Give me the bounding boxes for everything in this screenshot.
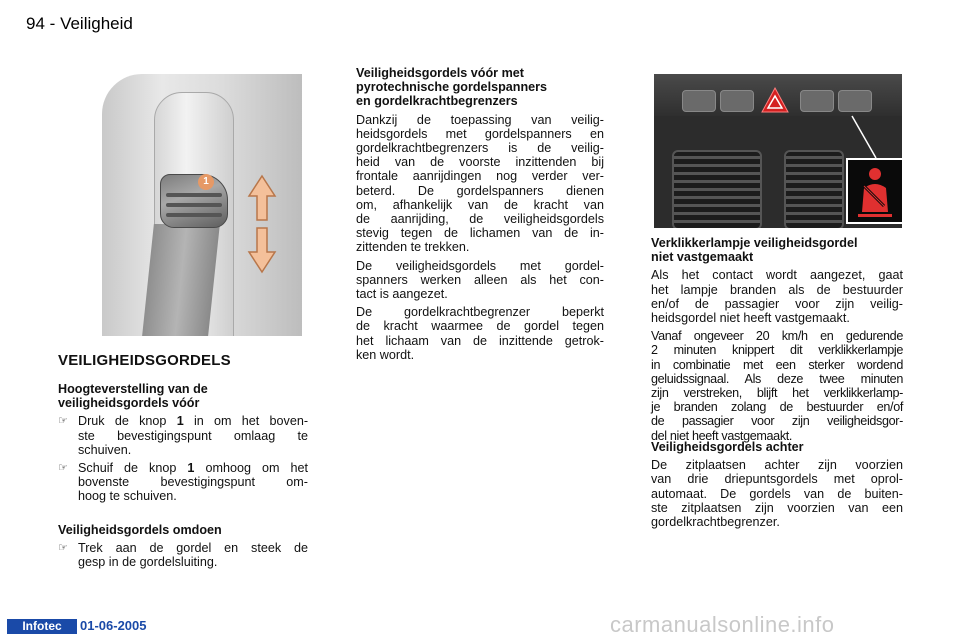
- warning-lamp-section: [651, 236, 903, 443]
- text-line: heidsgordels met gordelspanners en: [356, 126, 604, 141]
- text-line: spanners werken alleen als het con-: [356, 272, 604, 287]
- text: in om het boven-: [193, 414, 309, 429]
- bullet-line: ste bevestigingspunt omlaag te: [78, 428, 308, 443]
- text-line: De veiligheidsgordels met gordel-: [356, 258, 604, 273]
- bullet-line: bovenste bevestigingspunt om-: [78, 475, 308, 490]
- button-ref: 1: [187, 461, 195, 476]
- rear-belts-heading: Veiligheidsgordels achter: [651, 440, 804, 454]
- knob-number-badge: 1: [198, 174, 214, 190]
- text-line: ste zitplaatsen zijn voorzien van een: [651, 500, 903, 515]
- heading-line: Hoogteverstelling van de: [58, 382, 208, 396]
- hand-pointer-icon: ☞: [58, 542, 68, 555]
- seatbelt-adjuster-illustration: [62, 74, 302, 336]
- text-line: frontale aanrijdingen nog verder ver-: [356, 169, 604, 184]
- pretensioner-heading: [356, 66, 604, 109]
- paragraph: [356, 113, 604, 255]
- text-line: en/of de passagier voor zijn veilig-: [651, 296, 903, 311]
- knob-ridge: [166, 213, 222, 217]
- air-vent: [784, 150, 844, 228]
- seatbelt-warning-icon: [848, 160, 902, 222]
- fasten-section: [58, 523, 308, 570]
- paragraph: [651, 458, 903, 529]
- heading-line: en gordelkrachtbegrenzers: [356, 94, 518, 109]
- infotec-logo: Infotec: [7, 619, 77, 634]
- text-line: ken wordt.: [356, 347, 415, 362]
- pretensioner-section: [356, 66, 604, 362]
- bullet-line: [78, 414, 308, 428]
- dashboard-switch: [682, 90, 716, 112]
- page-number: 94: [26, 14, 45, 33]
- rear-belts-section: [651, 440, 903, 529]
- dashboard-switch: [720, 90, 754, 112]
- list-item: [58, 461, 308, 504]
- text: Schuif de knop: [78, 461, 177, 476]
- text-line: stevig tegen de lichamen van de in-: [356, 226, 604, 241]
- list-item: [58, 541, 308, 569]
- knob-ridge: [166, 203, 222, 207]
- dashboard-switch: [800, 90, 834, 112]
- watermark: carmanualsonline.info: [610, 612, 835, 637]
- paragraph: [651, 329, 903, 443]
- hand-pointer-icon: ☞: [58, 415, 68, 428]
- bullet-line: [78, 461, 308, 475]
- air-vent: [672, 150, 762, 228]
- text: omhoog om het: [205, 461, 309, 476]
- dashboard-switch: [838, 90, 872, 112]
- text-line: om, afhankelijk van de kracht van: [356, 197, 604, 212]
- paragraph: [651, 268, 903, 325]
- text-line: heid van de voorste inzittenden bij: [356, 155, 604, 170]
- header-separator: -: [49, 14, 56, 33]
- button-ref: 1: [176, 414, 184, 429]
- heading-line: Verklikkerlampje veiligheidsgordel: [651, 236, 858, 250]
- dashboard-warning-lamp-illustration: [654, 74, 902, 228]
- bullet-line: schuiven.: [78, 442, 132, 457]
- text-line: Dankzij de toepassing van veilig-: [356, 112, 604, 127]
- text-line: de kracht waarmee de gordel tegen: [356, 319, 604, 334]
- text-line: Als het contact wordt aangezet, gaat: [651, 268, 903, 283]
- text-line: De gordelkrachtbegrenzer beperkt: [356, 305, 604, 320]
- text-line: 2 minuten knippert dit verklikkerlampje: [651, 343, 903, 358]
- heading-line: veiligheidsgordels vóór: [58, 396, 200, 411]
- bullet-line: hoog te schuiven.: [78, 489, 177, 504]
- text-line: de aanrijding, de veiligheidsgordels: [356, 212, 604, 227]
- text-line: beterd. De gordelspanners dienen: [356, 183, 604, 198]
- text-line: in combinatie met een sterker wordend: [651, 357, 903, 372]
- text-line: Vanaf ongeveer 20 km/h en gedurende: [651, 329, 903, 344]
- list-item: [58, 414, 308, 457]
- text-line: het lichaam van de inzittende getrok-: [356, 333, 604, 348]
- text-line: gordelkrachtbegrenzers is de veilig-: [356, 141, 604, 156]
- heading-line: niet vastgemaakt: [651, 250, 754, 265]
- text-line: del niet heeft vastgemaakt.: [651, 428, 793, 443]
- text-line: geluidssignaal. Als deze twee minuten: [651, 371, 903, 386]
- text-line: zittenden te trekken.: [356, 240, 470, 255]
- callout-line: [850, 114, 880, 160]
- paragraph: [356, 259, 604, 302]
- heading-line: pyrotechnische gordelspanners: [356, 80, 548, 95]
- text: Druk de knop: [78, 414, 167, 429]
- heading-line: Veiligheidsgordels vóór met: [356, 66, 524, 80]
- text-line: tact is aangezet.: [356, 287, 448, 302]
- page-header: [26, 14, 133, 34]
- text-line: de passagier voor zijn veiligheidsgor-: [651, 414, 903, 429]
- text-line: heidsgordel niet heeft vastgemaakt.: [651, 311, 850, 326]
- text-line: het lampje branden als de bestuurder: [651, 282, 903, 297]
- hand-pointer-icon: ☞: [58, 462, 68, 475]
- fasten-heading: Veiligheidsgordels omdoen: [58, 523, 222, 537]
- text-line: je branden zolang de bestuurder en/of: [651, 400, 903, 415]
- text-line: zijn verstreken, blijft het verklikkerlamp-: [651, 386, 903, 401]
- section-heading: VEILIGHEIDSGORDELS: [58, 352, 231, 369]
- up-down-arrows-icon: [247, 174, 277, 274]
- section-title: Veiligheid: [60, 14, 133, 33]
- adjuster-knob: [160, 174, 228, 228]
- bullet-line: Trek aan de gordel en steek de: [78, 541, 308, 556]
- publication-date: 01-06-2005: [80, 618, 147, 633]
- seatbelt-warning-lamp-inset: [846, 158, 902, 224]
- seatbelt-strap: [142, 224, 220, 336]
- knob-ridge: [166, 193, 222, 197]
- height-adjust-heading: [58, 382, 308, 410]
- text-line: gordelkrachtbegrenzer.: [651, 515, 780, 530]
- text-line: van drie driepuntsgordels met oprol-: [651, 472, 903, 487]
- bullet-line: gesp in de gordelsluiting.: [78, 555, 218, 570]
- text-line: automaat. De gordels van de buiten-: [651, 486, 903, 501]
- height-adjust-section: [58, 382, 308, 504]
- text-line: De zitplaatsen achter zijn voorzien: [651, 458, 903, 473]
- paragraph: [356, 305, 604, 362]
- warning-lamp-heading: [651, 236, 903, 264]
- hazard-triangle-icon: [760, 86, 790, 114]
